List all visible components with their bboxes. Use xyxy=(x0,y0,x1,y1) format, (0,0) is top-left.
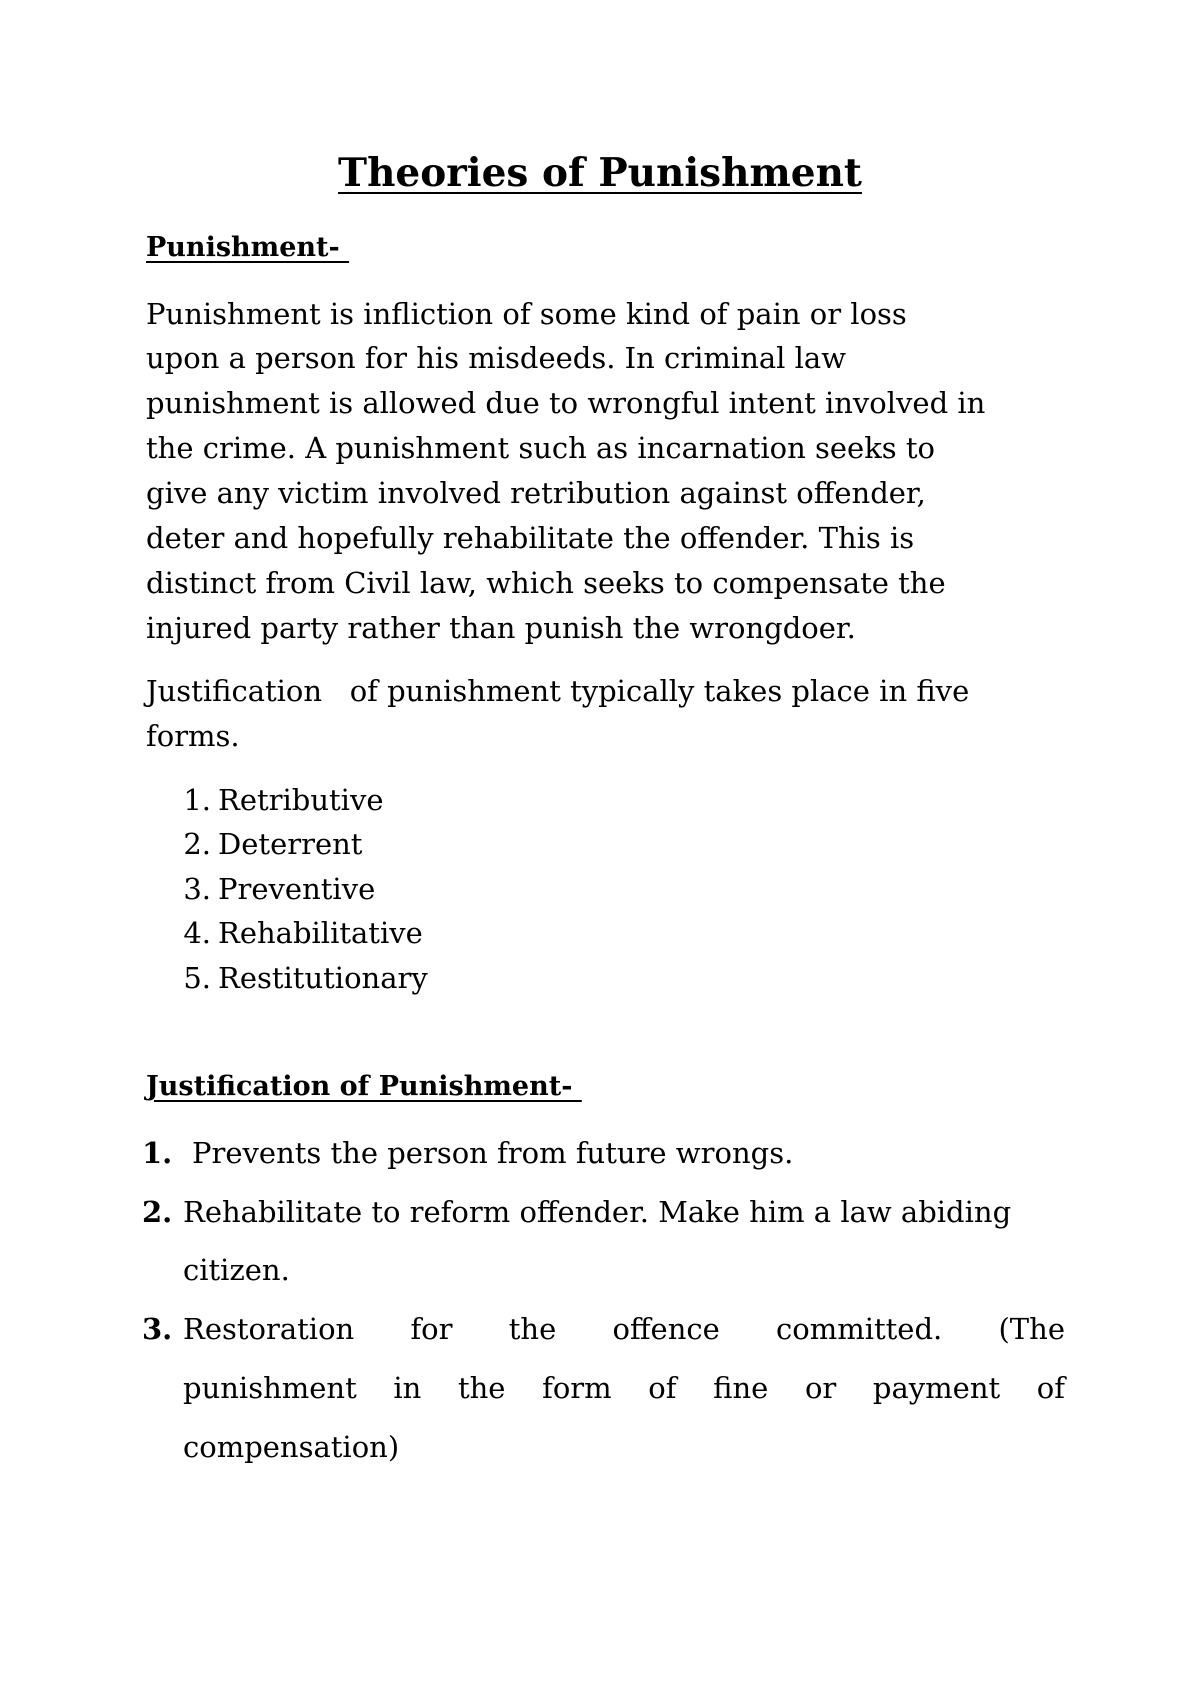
list-item-continuation: compensation) xyxy=(183,1430,400,1464)
paragraph-line: injured party rather than punish the wrongdoer. xyxy=(146,611,856,645)
justification-line: Justification of punishment typically takes place in five xyxy=(146,674,970,708)
paragraph-line: give any victim involved retribution against offender, xyxy=(146,476,926,510)
paragraph-line: distinct from Civil law, which seeks to compensate the xyxy=(146,566,946,600)
paragraph-line: the crime. A punishment such as incarnation seeks to xyxy=(146,431,935,465)
list-item: Deterrent xyxy=(218,827,363,861)
list-item-number: 2. xyxy=(142,1195,173,1229)
document-title xyxy=(0,146,1200,200)
document-title-text: Theories of Punishment xyxy=(338,150,862,196)
list-item-number: 1. xyxy=(142,1136,173,1170)
list-item-number: 3. xyxy=(142,1312,173,1346)
list-item: Retributive xyxy=(218,783,384,817)
list-item-number: 5. xyxy=(183,961,211,995)
justification-line: forms. xyxy=(146,719,240,753)
section-heading-punishment: Punishment- xyxy=(146,232,350,263)
paragraph-line: punishment is allowed due to wrongful intent involved in xyxy=(146,386,986,420)
list-item-continuation: punishment in the form of fine or payment of xyxy=(183,1371,1065,1405)
section-heading-justification: Justification of Punishment- xyxy=(146,1071,582,1102)
list-item-number: 2. xyxy=(183,827,211,861)
list-item-continuation: citizen. xyxy=(183,1253,290,1287)
list-item: Restoration for the offence committed. (The xyxy=(183,1312,1065,1346)
paragraph-line: upon a person for his misdeeds. In criminal law xyxy=(146,341,847,375)
list-item: Rehabilitative xyxy=(218,916,423,950)
list-item: Prevents the person from future wrongs. xyxy=(192,1136,794,1170)
paragraph-line: Punishment is infliction of some kind of pain or loss xyxy=(146,297,907,331)
list-item-number: 4. xyxy=(183,916,211,950)
list-item-number: 3. xyxy=(183,872,211,906)
paragraph-line: deter and hopefully rehabilitate the offender. This is xyxy=(146,521,915,555)
list-item: Restitutionary xyxy=(218,961,428,995)
list-item-number: 1. xyxy=(183,783,211,817)
list-item: Rehabilitate to reform offender. Make him a law abiding xyxy=(183,1195,1012,1229)
list-item: Preventive xyxy=(218,872,376,906)
